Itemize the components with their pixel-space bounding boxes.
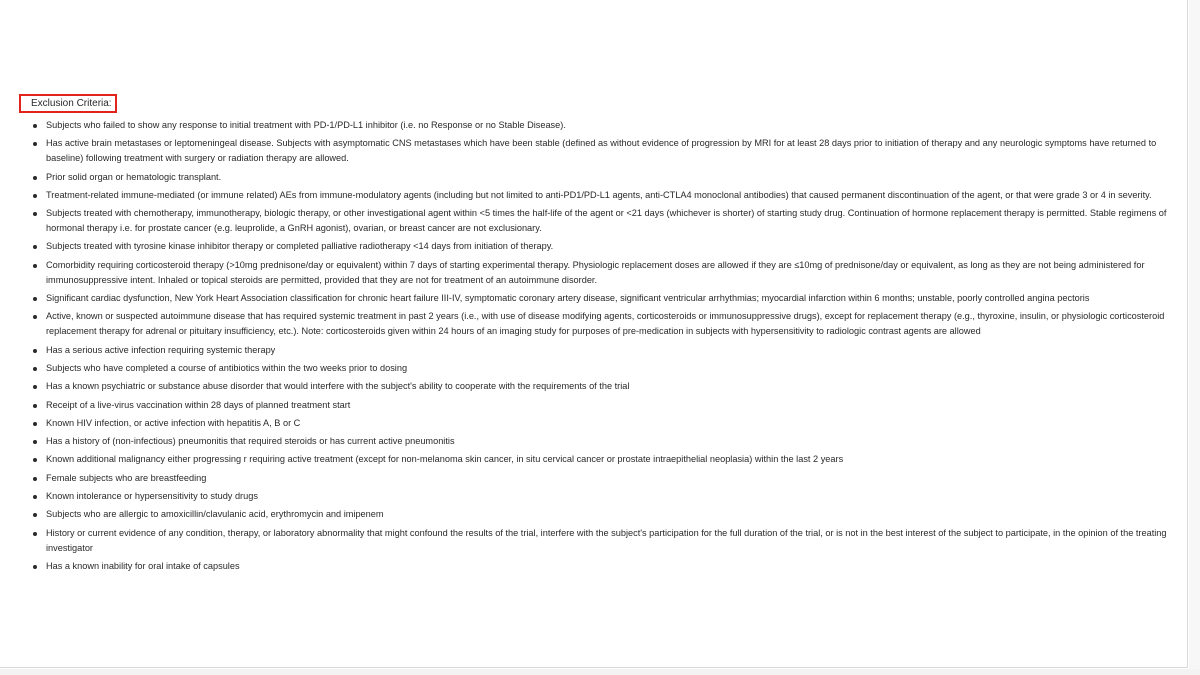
bullet-icon bbox=[33, 315, 37, 319]
criteria-item bbox=[30, 309, 1180, 339]
criteria-item bbox=[30, 188, 1180, 203]
criteria-text: Active, known or suspected autoimmune disease that has required systemic treatment in past 2 years (i.e., with use of disease modifying agents, corticosteroids or immunosuppressive drugs), except for replacement therapy (e.g., thyroxine, insulin, or physiologic corticosteroid replacement therapy for adrenal or pituitary insufficiency, etc.). Note: corticosteroids given within 24 hours of an imaging study for purposes of pre-medication in subjects with hypersensitivity to radiologic contrast agents are allowed bbox=[46, 311, 1165, 337]
criteria-text: Has a known psychiatric or substance abuse disorder that would interfere with the subject's ability to cooperate with the requirements of the trial bbox=[46, 381, 630, 392]
bullet-icon bbox=[33, 212, 37, 216]
criteria-text: Has active brain metastases or leptomeningeal disease. Subjects with asymptomatic CNS metastases which have been stable (defined as without evidence of progression by MRI for at least 28 days prior to initiation of therapy and any neurologic symptoms have returned to baseline) following treatment with surgery or radiation therapy are allowed. bbox=[46, 138, 1157, 164]
criteria-text: Known HIV infection, or active infection with hepatitis A, B or C bbox=[46, 417, 301, 428]
bullet-icon bbox=[33, 565, 37, 569]
criteria-item bbox=[30, 343, 1180, 358]
criteria-text: Significant cardiac dysfunction, New York Heart Association classification for chronic heart failure III-IV, symptomatic coronary artery disease, significant ventricular arrhythmias; myocardial infarction within 6 months; unstable, poorly controlled angina pectoris bbox=[46, 293, 1090, 304]
criteria-item bbox=[30, 559, 1180, 574]
bullet-icon bbox=[33, 513, 37, 517]
bullet-icon bbox=[33, 349, 37, 353]
criteria-item bbox=[30, 379, 1180, 394]
criteria-text: Subjects who are allergic to amoxicillin/clavulanic acid, erythromycin and imipenem bbox=[46, 509, 384, 520]
criteria-item bbox=[30, 170, 1180, 185]
criteria-text: Known intolerance or hypersensitivity to study drugs bbox=[46, 491, 258, 502]
bullet-icon bbox=[33, 245, 37, 249]
criteria-item bbox=[30, 291, 1180, 306]
bullet-icon bbox=[33, 142, 37, 146]
criteria-item bbox=[30, 526, 1180, 556]
criteria-item bbox=[30, 398, 1180, 413]
criteria-text: Comorbidity requiring corticosteroid therapy (>10mg prednisone/day or equivalent) within 7 days of starting experimental therapy. Physiologic replacement doses are allowed if they are ≤10mg of prednisone/day or equivalent, as long as they are not being administered for immunosuppressive intent. Inhaled or topical steroids are permitted, provided that they are not for treatment of an autoimmune disorder. bbox=[46, 259, 1145, 285]
right-page-edge bbox=[1189, 0, 1200, 675]
criteria-item bbox=[30, 434, 1180, 449]
criteria-text: Has a history of (non-infectious) pneumonitis that required steroids or has current active pneumonitis bbox=[46, 436, 455, 447]
bullet-icon bbox=[33, 264, 37, 268]
bullet-icon bbox=[33, 458, 37, 462]
bullet-icon bbox=[33, 297, 37, 301]
criteria-text: Prior solid organ or hematologic transplant. bbox=[46, 171, 222, 182]
criteria-item bbox=[30, 416, 1180, 431]
criteria-text: Known additional malignancy either progressing r requiring active treatment (except for non-melanoma skin cancer, in situ cervical cancer or prostate intraepithelial neoplasia) within the last 2 years bbox=[46, 454, 844, 465]
criteria-item bbox=[30, 452, 1180, 467]
criteria-text: Subjects treated with tyrosine kinase inhibitor therapy or completed palliative radiotherapy <14 days from initiation of therapy. bbox=[46, 241, 554, 252]
bullet-icon bbox=[33, 532, 37, 536]
bullet-icon bbox=[33, 440, 37, 444]
criteria-item bbox=[30, 361, 1180, 376]
bullet-icon bbox=[33, 404, 37, 408]
exclusion-criteria-heading: Exclusion Criteria: bbox=[19, 94, 117, 113]
criteria-item bbox=[30, 489, 1180, 504]
bullet-icon bbox=[33, 385, 37, 389]
criteria-text: Subjects treated with chemotherapy, immunotherapy, biologic therapy, or other investigational agent within <5 times the half-life of the agent or <21 days (whichever is shorter) of starting study drug. Continuation of hormone replacement therapy is permitted. Stable regimens of hormonal therapy i.e. for prostate cancer (e.g. leuprolide, a GnRH agonist), ovarian, or breast cancer are not exclusionary. bbox=[46, 208, 1167, 234]
criteria-text: Has a serious active infection requiring systemic therapy bbox=[46, 344, 276, 355]
criteria-item bbox=[30, 118, 1180, 133]
criteria-item bbox=[30, 206, 1180, 236]
criteria-text: Female subjects who are breastfeeding bbox=[46, 472, 207, 483]
criteria-text: Subjects who have completed a course of antibiotics within the two weeks prior to dosing bbox=[46, 362, 408, 373]
criteria-text: Receipt of a live-virus vaccination within 28 days of planned treatment start bbox=[46, 399, 351, 410]
criteria-text: History or current evidence of any condition, therapy, or laboratory abnormality that might confound the results of the trial, interfere with the subject's participation for the full duration of the trial, or is not in the best interest of the subject to participate, in the opinion of the treating investigator bbox=[46, 527, 1167, 553]
criteria-text: Has a known inability for oral intake of capsules bbox=[46, 560, 240, 571]
criteria-item bbox=[30, 258, 1180, 288]
criteria-item bbox=[30, 507, 1180, 522]
bullet-icon bbox=[33, 176, 37, 180]
bullet-icon bbox=[33, 422, 37, 426]
criteria-item bbox=[30, 136, 1180, 166]
criteria-item bbox=[30, 239, 1180, 254]
criteria-text: Treatment-related immune-mediated (or immune related) AEs from immune-modulatory agents (including but not limited to anti-PD1/PD-L1 agents, anti-CTLA4 monoclonal antibodies) that caused permanent discontinuation of the agent, or that were grade 3 or 4 in severity. bbox=[46, 189, 1152, 200]
bullet-icon bbox=[33, 367, 37, 371]
criteria-item bbox=[30, 471, 1180, 486]
bullet-icon bbox=[33, 124, 37, 128]
exclusion-criteria-list bbox=[30, 118, 1180, 577]
criteria-text: Subjects who failed to show any response to initial treatment with PD-1/PD-L1 inhibitor (i.e. no Response or no Stable Disease). bbox=[46, 120, 566, 130]
bottom-page-edge bbox=[0, 669, 1200, 675]
bullet-icon bbox=[33, 495, 37, 499]
bullet-icon bbox=[33, 194, 37, 198]
bullet-icon bbox=[33, 477, 37, 481]
